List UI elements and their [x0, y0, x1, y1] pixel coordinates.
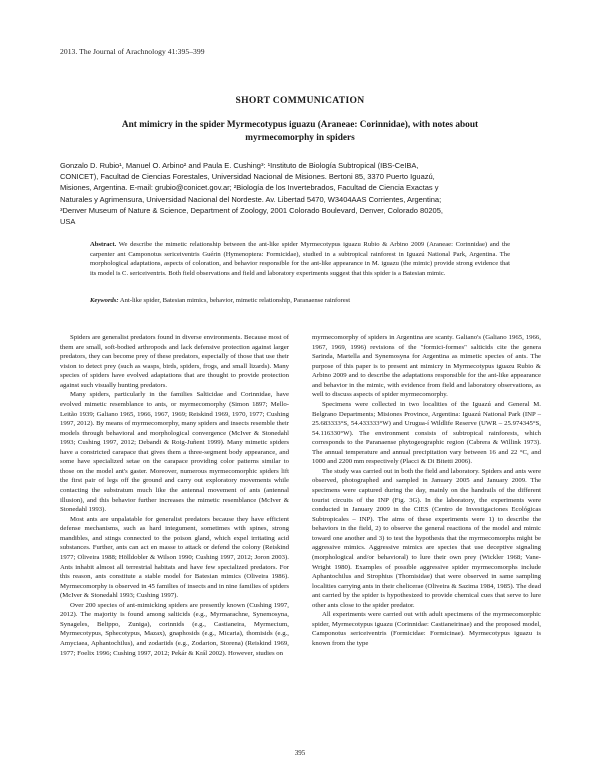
keywords [90, 296, 510, 306]
authors-line-5: ³Denver Museum of Nature & Science, Department of Zoology, 2001 Colorado Boulevard, Denver, Colorado 80205, [60, 205, 443, 215]
keywords-text: Ant-like spider, Batesian mimics, behavior, mimetic relationship, Paranaense rainforest [119, 297, 351, 304]
page-number: 395 [294, 749, 306, 757]
abstract-text: We describe the mimetic relationship between the ant-like spider Myrmecotypus iguazu Rubio & Arbino 2009 (Araneae: Corinnidae) and the carpenter ant Camponotus sericeiventris Guérin (Hymenoptera: Formicidae), studied in a subtropical rainforest in Iguazú National Park, Argentina. The morphological adaptations, aspects of coloration, and behavior responsible for the ant-like appearance in M. iguazu (the mimic) provide strong evidence that its model is C. sericeiventris. Both field observations and field and laboratory experiments suggest that this spider is a Batesian mimic. [90, 241, 511, 277]
body-paragraph: myrmecomorphy of spiders in Argentina are scanty. Galiano's (Galiano 1965, 1966, 1967, 1969, 1996) revisions of the "formici-formes" salticids cite the genera Sarinda, Martella and Synemosyna for Argentina as mimetic species of ants. The purpose of this paper is to present ant mimicry in Myrmecotypus iguazu Rubio & Arbino 2009 and to describe the adaptations responsible for the ant-like appearance and behavior in the mimic, with evidence from field and laboratory observations, as well to discuss aspects of spider myrmecomorphy. [312, 334, 541, 399]
article-title-line-2: myrmecomorphy in spiders [245, 133, 355, 143]
authors-line-2: CONICET), Facultad de Ciencias Forestales, Universidad Nacional de Misiones. Bertoni 85, 3370 Puerto Iguazú, [60, 172, 435, 182]
body-paragraph: Most ants are unpalatable for generalist predators because they have efficient defense mechanisms, such as hard integument, sometimes with spines, strong mandibles, and stings connected to the poison gland, which expel irritating acid substances. Further, ants can act en masse to attack or defend the colony (Reiskind 1977; Oliveira 1988; Hölldobler & Wilson 1990; Cushing 1997, 2012; Joron 2003). Ants inhabit almost all terrestrial habitats and have few specialized predators. For this reason, ants constitute a stable model for Batesian mimics (Oliveira 1986). Myrmecomorphy is observed in 45 families of insects and in nine families of spiders (McIver & Stonedahl 1993; Cushing 1997). [60, 515, 289, 600]
body-paragraph: Many spiders, particularly in the families Salticidae and Corinnidae, have evolved mimetic resemblance to ants, or myrmecomorphy (Simon 1897; Mello-Leitão 1939; Galiano 1965, 1966, 1967, 1969; Reiskind 1969, 1970, 1977; Cushing 1997, 2012). By means of myrmecomorphy, many spiders and insects resemble their models through behavioral and morphological convergence (McIver & Stonedahl 1993; Cushing 1997, 2012; Debandi & Roig-Juñent 1999). Many mimetic spiders have a constricted carapace that gives them a three-segment body appearance, and some have specialized setae on the carapace providing color patterns similar to those on the model ant's gaster. Moreover, numerous myrmecomorphic spiders lift the first pair of legs off the ground and carry out exploratory movements while contacting the substratum much like the antennal movement of ants (antennal illusion), and this behavior further increases the mimetic resemblance (McIver & Stonedahl 1993). [60, 391, 289, 514]
body-column-left [60, 333, 289, 658]
abstract [90, 240, 510, 278]
body-paragraph: The study was carried out in both the field and laboratory. Spiders and ants were observed, photographed and sampled in January 2005 and January 2009. The specimens were captured during the day, mainly on the handrails of the different tourist circuits of the INP (Fig. 3G). In the laboratory, the experiments were conducted in January 2009 in the CIES (Centro de Investigaciones Ecológicas Subtropicales – INP). The aims of these experiments were 1) to describe the behaviors in the field, 2) to observe the general reactions of the model and mimic toward one another and 3) to test the hypothesis that the myrmecomorphs might be aggressive mimics. Aggressive mimics are species that use deceptive signaling (morphological and/or behavioral) to lure their own prey (Wickler 1968; Vane-Wright 1980). Examples of possible aggressive spider myrmecomorphs include Aphantochilus and Strophius (Thomisidae) that were observed in same sampling localities carrying ants in their chelicerae (Oliveira & Sazima 1984, 1985). The dead ant carried by the spider is hypothesized to provide chemical cues that serve to lure other ants close to the spider predator. [312, 467, 541, 609]
article-title-line-1: Ant mimicry in the spider Myrmecotypus iguazu (Araneae: Corinnidae), with notes about [121, 120, 479, 130]
authors-line-1: Gonzalo D. Rubio¹, Manuel O. Arbino² and Paula E. Cushing³: ¹Instituto de Biología Subtropical (IBS-CeIBA, [60, 161, 419, 170]
authors-line-4: Naturales y Agrimensura, Universidad Nacional del Nordeste. Av. Libertad 5470, W3404AAS Corrientes, Argentina; [60, 194, 442, 204]
journal-citation: 2013. The Journal of Arachnology 41:395–399 [60, 47, 205, 56]
article-title [90, 119, 510, 145]
body-paragraph: All experiments were carried out with adult specimens of the myrmecomorphic spider, Myrmecotypus iguazu (Corinnidae: Castianeirinae) and the proposed model, Camponotus sericeiventris (Formicidae: Formicinae). Myrmecotypus iguazu is known from the type [312, 611, 541, 647]
body-paragraph: Specimens were collected in two localities of the Iguazú and General M. Belgrano Departments; Misiones Province, Argentina: Iguazú National Park (INP – 25.683333°S, 54.433333°W) and Urugua-í Wildlife Reserve (UWR – 25.974345°S, 54.116330°W). The environment consists of subtropical rainforests, which corresponds to the Paranaense phytogeographic region (Cabrera & Willink 1973). The annual temperature and annual precipitation vary between 16 and 22 °C, and 1000 and 2200 mm respectively (Placci & Di Bitetti 2006). [312, 400, 541, 466]
body-column-right [312, 333, 541, 649]
authors-affiliations [60, 160, 540, 227]
body-paragraph: Spiders are generalist predators found in diverse environments. Because most of them are small, soft-bodied arthropods and lack defensive protection against larger predators, they can become prey of these predators, especially of those that use their vision to detect prey (such as wasps, birds, spiders, frogs, and small lizards). Many species of spiders have evolved adaptations that are thought to provide protection against such visually hunting predators. [60, 334, 289, 389]
abstract-label: Abstract. [90, 241, 117, 248]
keywords-label: Keywords: [90, 297, 119, 304]
body-paragraph: Over 200 species of ant-mimicking spiders are presently known (Cushing 1997, 2012). The majority is found among salticids (e.g., Myrmarachne, Synemosyna, Synageles, Belippo, Zuniga), corinnids (e.g., Castianeira, Myrmecium, Myrmecotypus, Sphecotypus, Mazax), gnaphosids (e.g., Micaria), thomisids (e.g., Amyciaea, Aphantochilus), and zodariids (e.g., Zodarion, Storena) (Reiskind 1969, 1977; Foelix 1996; Cushing 1997, 2012; Pekár & Král 2002). However, studies on [60, 601, 289, 657]
authors-line-6: USA [60, 217, 76, 227]
section-title: SHORT COMMUNICATION [235, 95, 365, 106]
authors-line-3: Misiones, Argentina. E-mail: grubio@conicet.gov.ar; ²Biología de los Invertebrados, Facultad de Ciencia Exactas y [60, 183, 439, 193]
